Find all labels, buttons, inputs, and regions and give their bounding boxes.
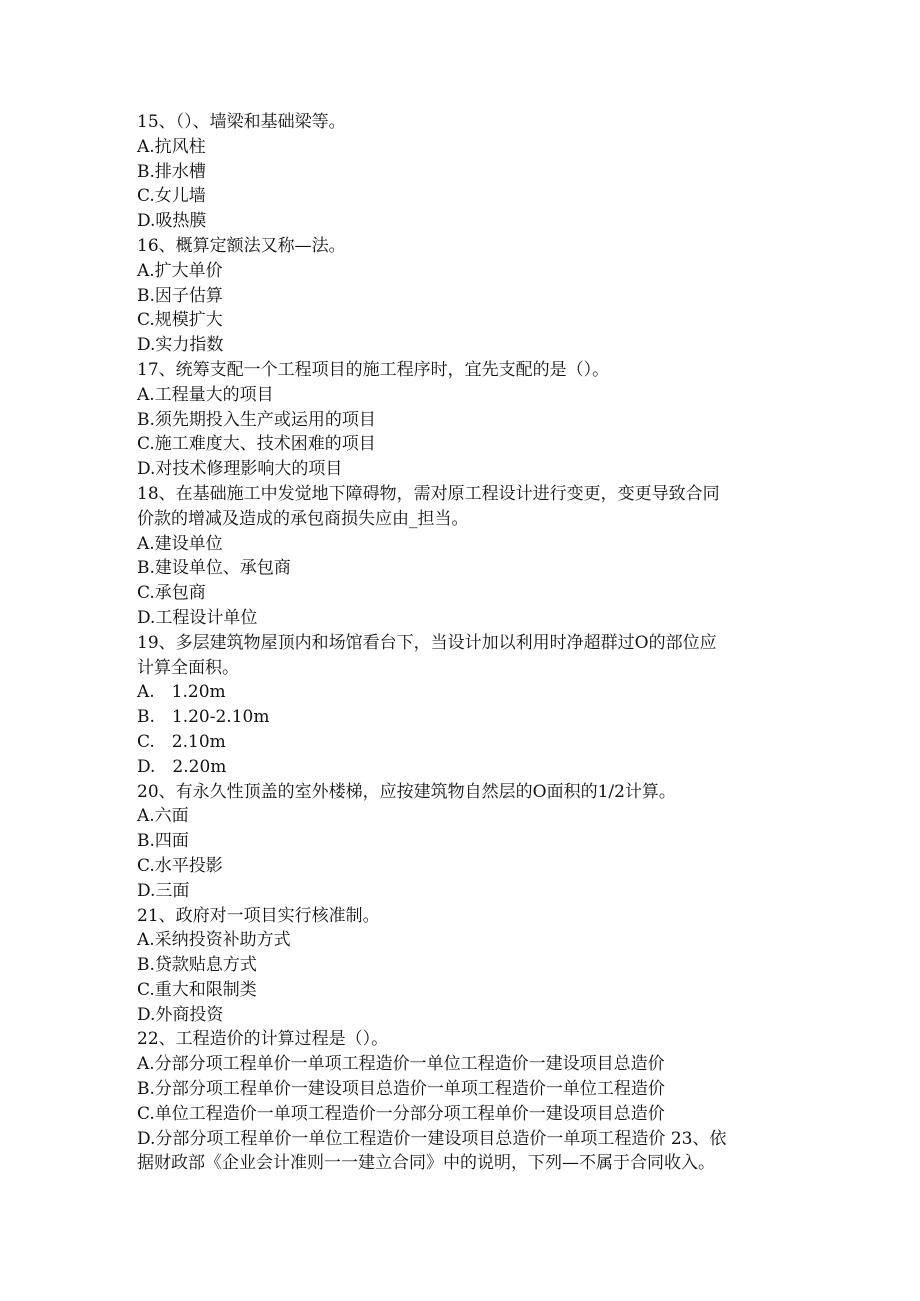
q18-option-b: B.建设单位、承包商 — [137, 558, 291, 579]
q19-stem-line-1: 19、多层建筑物屋顶内和场馆看台下，当设计加以利用时净超群过O的部位应 — [137, 632, 717, 653]
q18-stem-line-2: 价款的增减及造成的承包商损失应由_担当。 — [137, 508, 469, 529]
document-page — [137, 110, 787, 1176]
q17-option-c: C.施工难度大、技术困难的项目 — [137, 434, 376, 455]
q23-stem-line-2: 据财政部《企业会计准则一一建立合同》中的说明，下列—不属于合同收入。 — [137, 1153, 715, 1174]
q22-option-c: C.单位工程造价一单项工程造价一分部分项工程单价一建设项目总造价 — [137, 1103, 665, 1124]
q21-option-a: A.采纳投资补助方式 — [137, 930, 291, 951]
q20-option-c: C.水平投影 — [137, 855, 223, 876]
q15-stem: 15、（）、墙梁和基础梁等。 — [137, 112, 346, 132]
q19-option-a: A. 1.20m — [137, 682, 226, 703]
q17-option-a: A.工程量大的项目 — [137, 384, 274, 405]
q20-option-a: A.六面 — [137, 806, 189, 827]
q15-option-a: A.抗风柱 — [137, 136, 206, 157]
q22-option-a: A.分部分项工程单价一单项工程造价一单位工程造价一建设项目总造价 — [137, 1054, 665, 1075]
q19-option-c: C. 2.10m — [137, 731, 226, 752]
q17-stem: 17、统筹支配一个工程项目的施工程序时，宜先支配的是（）。 — [137, 359, 610, 380]
q19-option-d: D. 2.20m — [137, 756, 227, 777]
q18-option-d: D.工程设计单位 — [137, 607, 258, 628]
q17-option-b: B.须先期投入生产或运用的项目 — [137, 409, 376, 430]
q22-stem: 22、工程造价的计算过程是（）。 — [137, 1029, 389, 1050]
q22-option-d-and-q23-stem: D.分部分项工程单价一单位工程造价一建设项目总造价一单项工程造价 23、依 — [137, 1128, 727, 1149]
q21-option-c: C.重大和限制类 — [137, 979, 257, 1000]
q21-stem: 21、政府对一项目实行核准制。 — [137, 905, 380, 926]
q15-option-d: D.吸热膜 — [137, 211, 207, 232]
q17-option-d: D.对技术修理影响大的项目 — [137, 459, 343, 480]
q20-option-d: D.三面 — [137, 880, 190, 901]
q20-stem: 20、有永久性顶盖的室外楼梯，应按建筑物自然层的O面积的1/2计算。 — [137, 781, 676, 802]
q22-option-b: B.分部分项工程单价一建设项目总造价一单项工程造价一单位工程造价 — [137, 1079, 665, 1100]
q16-stem: 16、概算定额法又称—法。 — [137, 235, 346, 256]
q19-option-b: B. 1.20-2.10m — [137, 707, 270, 728]
q15-option-c: C.女儿墙 — [137, 186, 206, 207]
q20-option-b: B.四面 — [137, 831, 189, 852]
q19-stem-line-2: 计算全面积。 — [137, 657, 239, 678]
q15-option-b: B.排水槽 — [137, 161, 206, 182]
q18-stem-line-1: 18、在基础施工中发觉地下障碍物，需对原工程设计进行变更，变更导致合同 — [137, 483, 720, 504]
q18-option-a: A.建设单位 — [137, 533, 223, 554]
q16-option-c: C.规模扩大 — [137, 310, 223, 331]
q18-option-c: C.承包商 — [137, 583, 206, 604]
q16-option-b: B.因子估算 — [137, 285, 223, 306]
q16-option-a: A.扩大单价 — [137, 260, 223, 281]
q16-option-d: D.实力指数 — [137, 335, 224, 356]
q21-option-b: B.贷款贴息方式 — [137, 955, 257, 976]
q21-option-d: D.外商投资 — [137, 1004, 224, 1025]
